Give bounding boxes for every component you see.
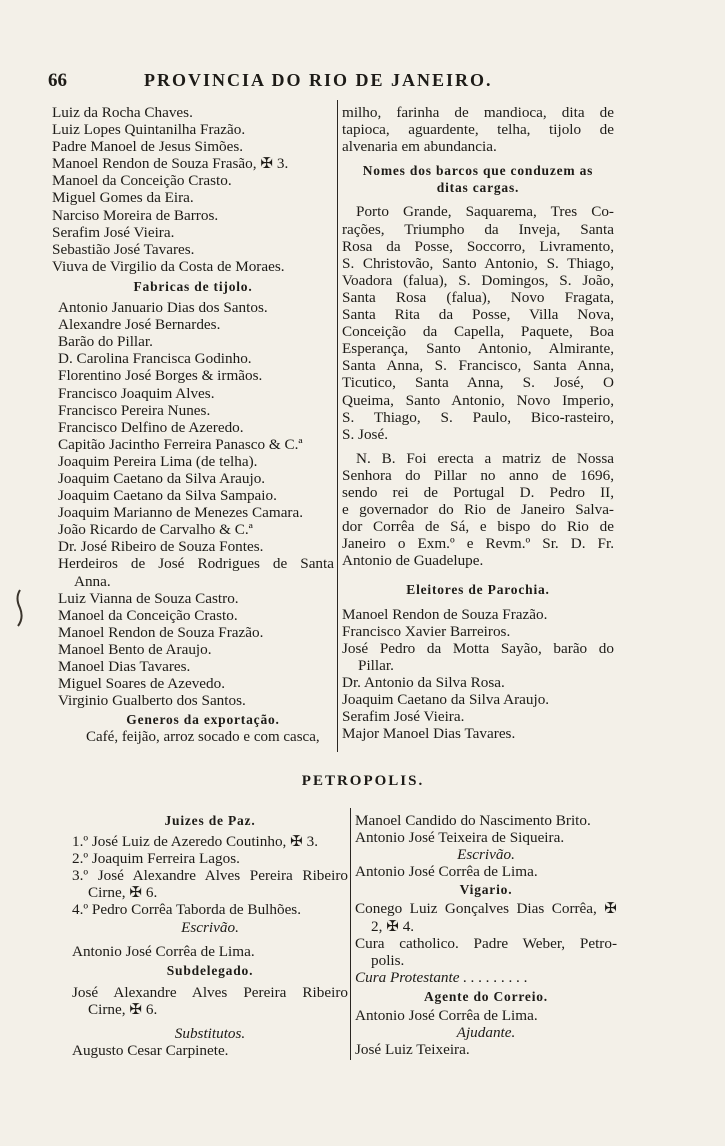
fabricas-heading: Fabricas de tijolo. xyxy=(133,278,253,294)
list-item: Manoel Candido do Nascimento Brito. xyxy=(355,812,591,829)
list-item: 2.º Joaquim Ferreira Lagos. xyxy=(72,850,240,868)
list-item: Herdeiros de José Rodrigues de Santa xyxy=(58,555,334,573)
list-item: Joaquim Pereira Lima (de telha). xyxy=(58,452,258,470)
section-title: PETROPOLIS. xyxy=(301,773,425,789)
list-item: Barão do Pillar. xyxy=(58,333,153,351)
text-line: rações, Triumpho da Inveja, Santa xyxy=(342,220,614,238)
top-right-column xyxy=(342,104,614,742)
substituto-name: Augusto Cesar Carpinete. xyxy=(72,1042,229,1060)
text-line: Santa Anna, S. Francisco, Santa Anna, xyxy=(342,357,614,375)
column-rule-bottom xyxy=(350,808,351,1060)
list-item: Francisco Joaquim Alves. xyxy=(58,384,215,402)
text-line: Rosa da Posse, Soccorro, Livramento, xyxy=(342,237,614,255)
note-line: Janeiro o Exm.º e Revm.º Sr. D. Fr. xyxy=(342,535,614,553)
barcos-heading: Nomes dos barcos que conduzem as xyxy=(362,163,594,179)
column-rule-top xyxy=(337,100,338,752)
list-item: Luiz da Rocha Chaves. xyxy=(52,104,193,121)
list-item: Francisco Delfino de Azeredo. xyxy=(58,418,244,436)
text-line: Esperança, Santo Antonio, Almirante, xyxy=(342,340,614,358)
text-line: Queima, Santo Antonio, Novo Imperio, xyxy=(342,391,614,409)
list-item: Manoel Dias Tavares. xyxy=(58,658,191,675)
list-item: Miguel Soares de Azevedo. xyxy=(58,675,226,693)
list-item: Manoel Bento de Araujo. xyxy=(58,640,212,658)
list-item: Anna. xyxy=(74,572,111,590)
bottom-left-column xyxy=(72,812,348,1059)
agente-heading: Agente do Correio. xyxy=(423,988,548,1004)
note-line: e governador do Rio de Janeiro Salva- xyxy=(342,501,614,519)
list-item: Serafim José Vieira. xyxy=(52,223,175,241)
list-item: Cirne, ✠ 6. xyxy=(88,884,158,902)
list-item: Luiz Lopes Quintanilha Frazão. xyxy=(52,121,246,139)
escrivao-left: Antonio José Corrêa de Lima. xyxy=(72,942,255,960)
escrivao-label-right: Escrivão. xyxy=(457,846,515,864)
list-item: Luiz Vianna de Souza Castro. xyxy=(58,589,239,607)
escrivao-label-left: Escrivão. xyxy=(181,918,239,936)
note-line: sendo rei de Portugal D. Pedro II, xyxy=(342,483,614,501)
ajudante-label: Ajudante. xyxy=(456,1024,516,1042)
list-item: Joaquim Caetano da Silva Sampaio. xyxy=(58,487,277,505)
top-left-column xyxy=(52,104,334,746)
list-item: Conego Luiz Gonçalves Dias Corrêa, ✠ xyxy=(355,900,617,918)
substitutos-label: Substitutos. xyxy=(174,1025,246,1043)
agente-name: Antonio José Corrêa de Lima. xyxy=(355,1007,538,1025)
text-line: tapioca, aguardente, telha, tijolo de xyxy=(342,121,614,139)
list-item: Pillar. xyxy=(358,656,394,674)
list-item: Antonio Januario Dias dos Santos. xyxy=(58,299,268,317)
text-line: alvenaria em abundancia. xyxy=(342,138,497,156)
juizes-heading: Juizes de Paz. xyxy=(164,813,256,828)
list-item: Alexandre José Bernardes. xyxy=(58,316,221,334)
text-line: Porto Grande, Saquarema, Tres Co- xyxy=(356,203,614,221)
list-item: Dr. Antonio da Silva Rosa. xyxy=(342,673,505,691)
running-title: PROVINCIA DO RIO DE JANEIRO. xyxy=(144,70,493,90)
note-line: Antonio de Guadelupe. xyxy=(342,552,484,570)
subdelegado-heading: Subdelegado. xyxy=(166,962,254,978)
vigario-heading: Vigario. xyxy=(459,882,513,898)
list-item: Capitão Jacintho Ferreira Panasco & C.ª xyxy=(58,435,303,453)
text-line: Santa Rita da Posse, Villa Nova, xyxy=(342,306,614,324)
list-item: Joaquim Marianno de Menezes Camara. xyxy=(58,504,304,522)
cura-protestante: Cura Protestante . . . . . . . . . xyxy=(355,968,528,986)
list-item: Manoel da Conceição Crasto. xyxy=(52,172,232,190)
list-item: 1.º José Luiz de Azeredo Coutinho, ✠ 3. xyxy=(72,833,319,851)
list-item: Serafim José Vieira. xyxy=(342,708,465,726)
text-line: Santa Rosa (falua), Novo Fragata, xyxy=(342,288,614,306)
text-line: S. José. xyxy=(342,425,388,443)
list-item: Narciso Moreira de Barros. xyxy=(52,206,219,224)
list-item: João Ricardo de Carvalho & C.ª xyxy=(58,521,253,539)
list-item: Manoel da Conceição Crasto. xyxy=(58,606,238,624)
text-line: Voadora (falua), S. Domingos, S. João, xyxy=(342,271,614,289)
escrivao-right: Antonio José Corrêa de Lima. xyxy=(355,863,538,881)
list-item: Florentino José Borges & irmãos. xyxy=(58,367,263,385)
list-item: Cirne, ✠ 6. xyxy=(88,1000,158,1018)
list-item: Major Manoel Dias Tavares. xyxy=(342,725,516,743)
list-item: Viuva de Virgilio da Costa de Moraes. xyxy=(52,257,285,275)
list-item: Dr. José Ribeiro de Souza Fontes. xyxy=(58,538,264,556)
list-item: 3.º José Alexandre Alves Pereira Ribeiro xyxy=(72,867,348,885)
note-line: N. B. Foi erecta a matriz de Nossa xyxy=(356,449,614,467)
list-item: Sebastião José Tavares. xyxy=(52,240,195,258)
page-number: 66 xyxy=(48,70,67,91)
list-item: 4.º Pedro Corrêa Taborda de Bulhões. xyxy=(72,901,302,919)
list-item: Francisco Pereira Nunes. xyxy=(58,401,211,419)
text-line: Ticutico, Santa Anna, S. José, O xyxy=(342,374,614,392)
list-item: Antonio José Teixeira de Siqueira. xyxy=(355,829,565,847)
text-line: S. Christovão, Santo Antonio, S. Thiago, xyxy=(342,254,614,272)
list-item: Joaquim Caetano da Silva Araujo. xyxy=(58,469,266,487)
page-header xyxy=(48,70,678,94)
barcos-heading-2: ditas cargas. xyxy=(436,180,520,196)
list-item: José Pedro da Motta Sayão, barão do xyxy=(342,639,614,657)
list-item: Miguel Gomes da Eira. xyxy=(52,189,194,207)
eleitores-heading: Eleitores de Parochia. xyxy=(406,582,550,598)
list-item: Padre Manoel de Jesus Simões. xyxy=(52,138,244,156)
list-item: D. Carolina Francisca Godinho. xyxy=(58,350,252,368)
list-item: José Alexandre Alves Pereira Ribeiro xyxy=(72,983,348,1001)
ajudante-name: José Luiz Teixeira. xyxy=(355,1041,470,1059)
list-item: Manoel Rendon de Souza Frazão. xyxy=(342,605,548,623)
bottom-right-column xyxy=(355,812,617,1058)
note-line: Senhora do Pillar no anno de 1696, xyxy=(342,466,614,484)
margin-mark-icon xyxy=(14,588,24,628)
list-item: polis. xyxy=(371,951,405,969)
list-item: Virginio Gualberto dos Santos. xyxy=(58,692,246,710)
list-item: Manoel Rendon de Souza Frazão. xyxy=(58,623,264,641)
generos-heading: Generos da exportação. xyxy=(126,712,280,728)
text-line: Conceição da Capella, Paquete, Boa xyxy=(342,323,614,341)
list-item: Francisco Xavier Barreiros. xyxy=(342,622,511,640)
generos-line: Café, feijão, arroz socado e com casca, xyxy=(86,729,320,746)
list-item: Manoel Rendon de Souza Frasão, ✠ 3. xyxy=(52,155,289,173)
note-line: dor Corrêa de Sá, e bispo do Rio de xyxy=(342,518,614,536)
text-line: S. Thiago, S. Paulo, Bico-rasteiro, xyxy=(342,408,614,426)
text-line: milho, farinha de mandioca, dita de xyxy=(342,104,614,121)
list-item: 2, ✠ 4. xyxy=(371,917,415,935)
list-item: Cura catholico. Padre Weber, Petro- xyxy=(355,934,617,952)
list-item: Joaquim Caetano da Silva Araujo. xyxy=(342,691,550,708)
